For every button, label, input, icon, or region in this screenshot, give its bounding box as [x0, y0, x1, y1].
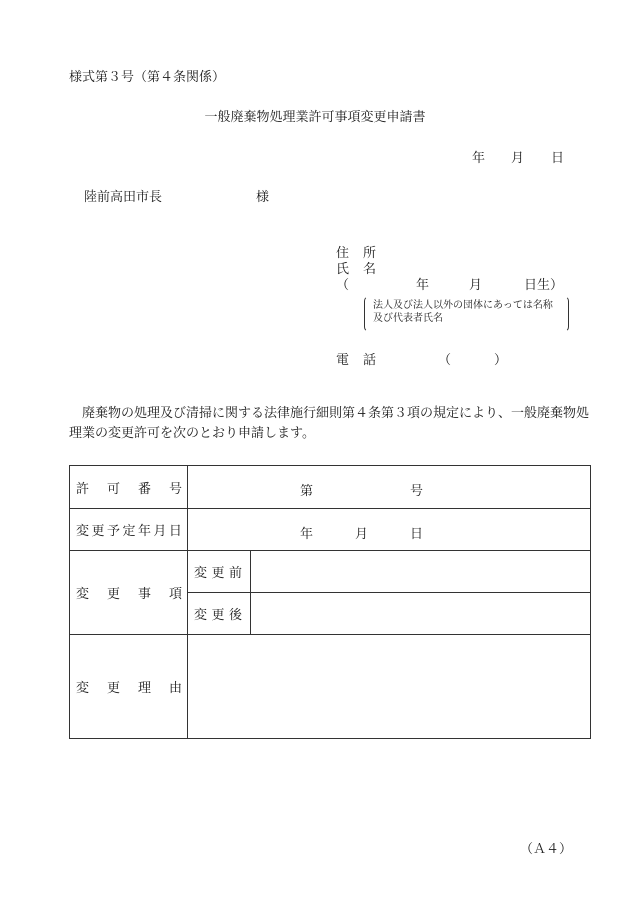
note-line-2: 及び代表者氏名	[373, 313, 443, 324]
change-date-label	[70, 509, 188, 551]
name-label-2: 名	[363, 262, 377, 277]
phone-label-1: 電	[336, 353, 350, 368]
phone-open: （	[438, 353, 452, 368]
after-field[interactable]	[251, 593, 591, 635]
change-items-char-3: 事	[137, 587, 151, 602]
permit-number-char-3: 番	[137, 481, 151, 497]
change-date-char-6: 月	[153, 524, 167, 539]
paper-size-label: （Ａ４）	[519, 842, 572, 857]
change-items-char-2: 更	[106, 587, 120, 602]
permit-number-row	[70, 466, 591, 509]
form-code: 様式第３号（第４条関係）	[69, 70, 226, 85]
change-before-row	[70, 551, 591, 593]
change-date-row	[70, 509, 591, 551]
change-date-day: 日	[410, 527, 424, 542]
date-day: 日	[551, 151, 565, 166]
phone-label-2: 話	[363, 353, 377, 368]
permit-suffix: 号	[410, 484, 424, 499]
name-label-1: 氏	[336, 262, 350, 277]
change-date-char-1: 変	[76, 524, 90, 539]
change-date-char-2: 更	[91, 524, 105, 539]
before-char-1: 変	[194, 566, 208, 581]
change-date-char-5: 年	[137, 524, 151, 539]
application-statement: 廃棄物の処理及び清掃に関する法律施行細則第４条第３項の規定により、一般廃棄物処理業の変更許可を次のとおり申請します。	[69, 406, 590, 441]
permit-number-char-1: 許	[76, 481, 90, 497]
before-field[interactable]	[251, 551, 591, 593]
change-reason-field[interactable]	[188, 635, 591, 739]
change-date-char-4: 定	[122, 524, 136, 539]
corporation-note	[364, 296, 569, 332]
before-label	[188, 551, 251, 593]
after-char-1: 変	[194, 608, 208, 623]
application-table	[69, 465, 591, 739]
change-items-char-4: 項	[168, 587, 182, 602]
birth-day: 日生）	[524, 278, 564, 293]
change-date-char-7: 日	[168, 524, 182, 539]
permit-number-char-4: 号	[168, 481, 182, 497]
reason-char-3: 理	[137, 681, 151, 696]
permit-prefix: 第	[300, 484, 314, 499]
change-items-char-1: 変	[76, 587, 90, 602]
birth-open: （	[336, 278, 350, 293]
change-date-char-3: 予	[106, 524, 120, 539]
before-char-2: 更	[211, 566, 225, 581]
change-date-field[interactable]	[188, 509, 591, 551]
after-label	[188, 593, 251, 635]
addressee-name: 陸前高田市長	[84, 190, 163, 205]
permit-number-label	[70, 466, 188, 509]
reason-char-2: 更	[106, 681, 120, 696]
after-char-3: 後	[228, 608, 242, 623]
change-date-month: 月	[355, 527, 369, 542]
reason-char-4: 由	[168, 681, 182, 696]
addressee-honorific: 様	[256, 190, 270, 205]
birth-year: 年	[416, 278, 430, 293]
reason-char-1: 変	[76, 681, 90, 696]
after-char-2: 更	[211, 608, 225, 623]
change-items-label	[70, 551, 188, 635]
permit-number-field[interactable]	[188, 466, 591, 509]
change-date-year: 年	[300, 527, 314, 542]
permit-number-char-2: 可	[106, 481, 120, 497]
change-reason-row	[70, 635, 591, 739]
change-reason-label	[70, 635, 188, 739]
address-label-2: 所	[363, 246, 377, 261]
date-month: 月	[511, 151, 525, 166]
birth-month: 月	[469, 278, 483, 293]
date-year: 年	[472, 151, 486, 166]
phone-close: ）	[494, 353, 508, 368]
address-label-1: 住	[336, 246, 350, 261]
document-title: 一般廃棄物処理業許可事項変更申請書	[204, 110, 426, 125]
before-char-3: 前	[228, 566, 242, 581]
note-line-1: 法人及び法人以外の団体にあっては名称	[373, 300, 553, 311]
